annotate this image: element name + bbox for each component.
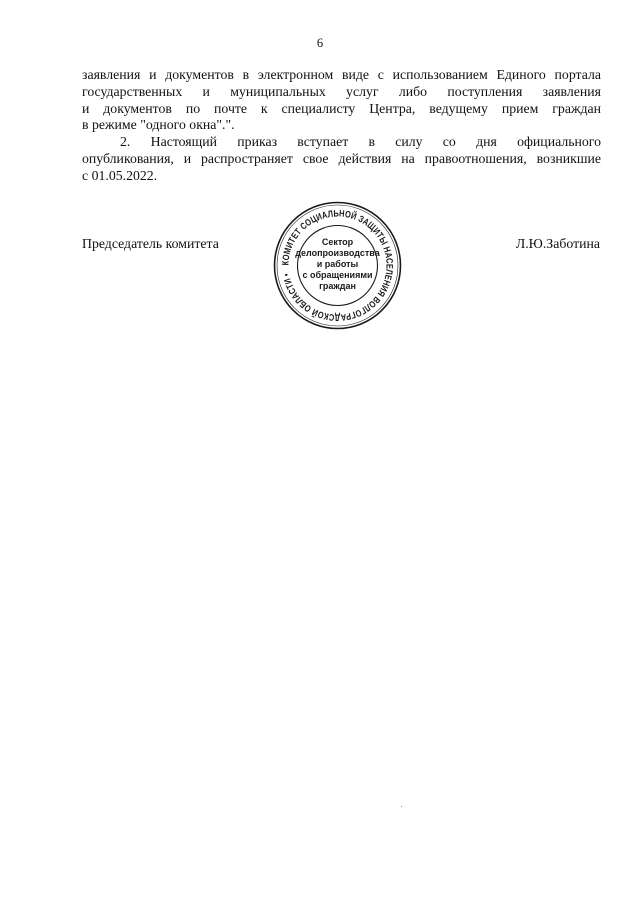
stamp-ring-text: КОМИТЕТ СОЦИАЛЬНОЙ ЗАЩИТЫ НАСЕЛЕНИЯ ВОЛГОГРАДСКОЙ ОБЛАСТИ • (279, 207, 396, 324)
stamp-center-line: граждан (319, 281, 356, 291)
signature-name: Л.Ю.Заботина (515, 236, 600, 251)
stamp-center-line: делопроизводства (295, 248, 380, 258)
text-line: государственных и муниципальных услуг либо поступления заявления (82, 83, 601, 99)
paragraph-item-2 (82, 134, 601, 184)
stamp-center-line: и работы (316, 259, 359, 269)
paragraph-continuation (82, 67, 601, 134)
official-stamp (270, 198, 405, 333)
scan-speck (401, 806, 402, 807)
page-number: 6 (316, 36, 324, 50)
text-line: и документов по почте к специалисту Центра, ведущему прием граждан (82, 100, 601, 116)
text-line: 2. Настоящий приказ вступает в силу со дня официального (120, 134, 601, 149)
stamp-center-line: Сектор (321, 237, 354, 247)
text-line: опубликования, и распространяет свое действия на правоотношения, возникшие (82, 150, 601, 166)
stamp-center-line: с обращениями (302, 270, 373, 280)
signature-role: Председатель комитета (82, 236, 219, 251)
text-line: с 01.05.2022. (82, 167, 158, 183)
text-line: заявления и документов в электронном виде с использованием Единого портала (82, 67, 601, 82)
text-line: в режиме "одного окна".". (82, 117, 235, 133)
